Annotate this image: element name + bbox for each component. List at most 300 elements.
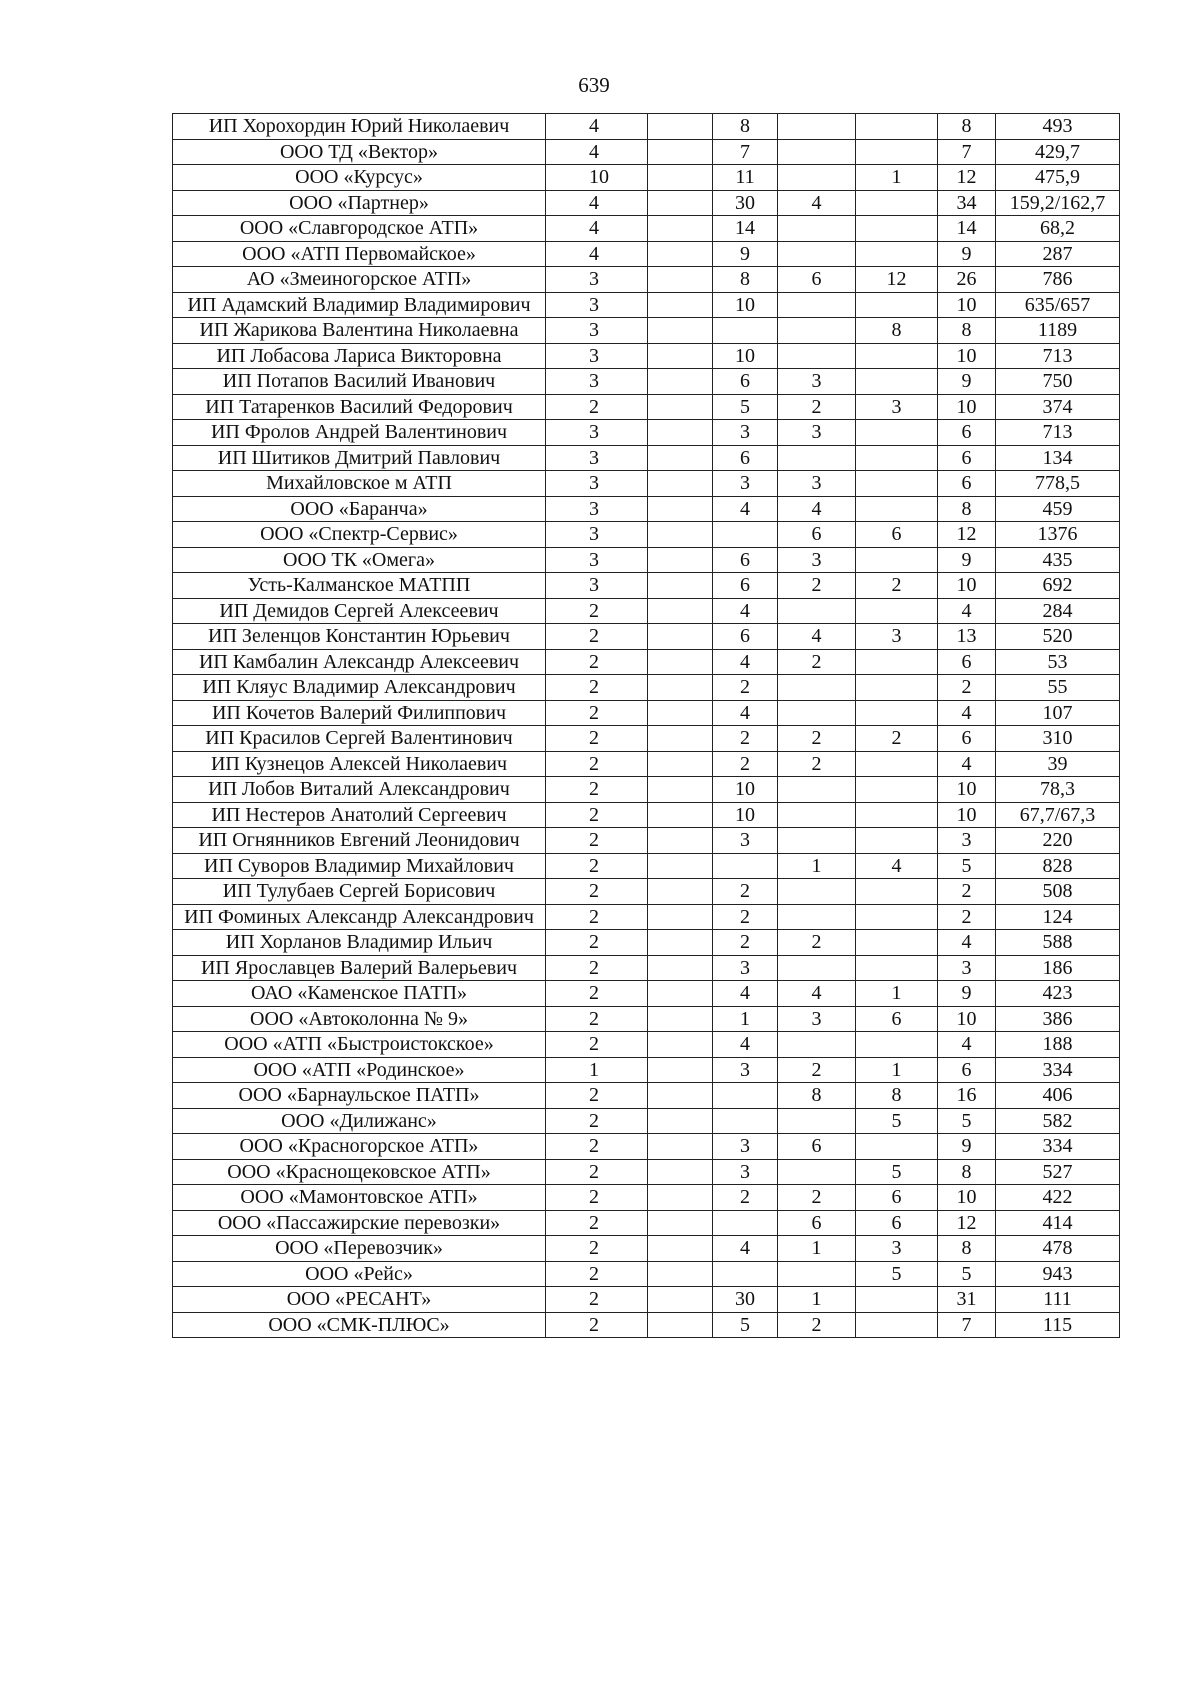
value-cell: [648, 1083, 713, 1109]
value-cell: 12: [938, 165, 996, 191]
organization-name-cell: Михайловское м АТП: [173, 471, 546, 497]
value-cell: 9: [713, 241, 778, 267]
organization-name-cell: ООО «АТП «Быстроистокское»: [173, 1032, 546, 1058]
table-row: [173, 547, 1120, 573]
value-cell: 635/657: [996, 292, 1120, 318]
value-cell: 4: [778, 496, 856, 522]
value-cell: 8: [938, 496, 996, 522]
value-cell: 1: [546, 1057, 648, 1083]
value-cell: [856, 139, 938, 165]
value-cell: [648, 114, 713, 140]
value-cell: 3: [546, 445, 648, 471]
value-cell: 3: [546, 547, 648, 573]
organization-name-cell: ИП Красилов Сергей Валентинович: [173, 726, 546, 752]
value-cell: [778, 879, 856, 905]
value-cell: 2: [778, 751, 856, 777]
value-cell: [856, 598, 938, 624]
table-row: [173, 1108, 1120, 1134]
value-cell: 16: [938, 1083, 996, 1109]
value-cell: 4: [546, 190, 648, 216]
organization-name-cell: ИП Потапов Василий Иванович: [173, 369, 546, 395]
value-cell: 68,2: [996, 216, 1120, 242]
value-cell: 6: [778, 267, 856, 293]
value-cell: 10: [938, 394, 996, 420]
table-row: [173, 853, 1120, 879]
value-cell: 115: [996, 1312, 1120, 1338]
value-cell: [648, 1006, 713, 1032]
value-cell: [856, 292, 938, 318]
table-row: [173, 190, 1120, 216]
value-cell: 67,7/67,3: [996, 802, 1120, 828]
value-cell: 11: [713, 165, 778, 191]
value-cell: 4: [713, 649, 778, 675]
value-cell: [778, 139, 856, 165]
table-row: [173, 139, 1120, 165]
value-cell: 2: [778, 930, 856, 956]
organization-name-cell: ООО «Курсус»: [173, 165, 546, 191]
value-cell: [856, 955, 938, 981]
table-row: [173, 394, 1120, 420]
value-cell: 4: [546, 241, 648, 267]
table-row: [173, 649, 1120, 675]
value-cell: 3: [778, 1006, 856, 1032]
value-cell: 2: [778, 573, 856, 599]
value-cell: 6: [713, 369, 778, 395]
value-cell: 39: [996, 751, 1120, 777]
value-cell: [713, 1210, 778, 1236]
value-cell: [648, 165, 713, 191]
value-cell: 4: [938, 930, 996, 956]
table-row: [173, 1134, 1120, 1160]
value-cell: [648, 955, 713, 981]
value-cell: 5: [938, 1108, 996, 1134]
value-cell: 26: [938, 267, 996, 293]
value-cell: 3: [713, 955, 778, 981]
organization-name-cell: ООО «Славгородское АТП»: [173, 216, 546, 242]
value-cell: 10: [938, 573, 996, 599]
value-cell: [856, 496, 938, 522]
value-cell: [648, 1236, 713, 1262]
value-cell: 386: [996, 1006, 1120, 1032]
value-cell: 10: [713, 292, 778, 318]
value-cell: 10: [938, 343, 996, 369]
value-cell: 6: [856, 522, 938, 548]
organization-name-cell: ООО «Красногорское АТП»: [173, 1134, 546, 1160]
value-cell: 6: [938, 445, 996, 471]
value-cell: 2: [546, 853, 648, 879]
value-cell: 713: [996, 343, 1120, 369]
value-cell: 9: [938, 1134, 996, 1160]
value-cell: 6: [713, 573, 778, 599]
value-cell: 2: [713, 930, 778, 956]
organization-name-cell: ИП Адамский Владимир Владимирович: [173, 292, 546, 318]
table-row: [173, 165, 1120, 191]
table-row: [173, 1287, 1120, 1313]
value-cell: 3: [856, 1236, 938, 1262]
value-cell: 2: [938, 675, 996, 701]
value-cell: [713, 1083, 778, 1109]
value-cell: 1: [713, 1006, 778, 1032]
value-cell: 3: [713, 420, 778, 446]
organization-name-cell: ИП Жарикова Валентина Николаевна: [173, 318, 546, 344]
organization-name-cell: ООО «Мамонтовское АТП»: [173, 1185, 546, 1211]
value-cell: 3: [938, 828, 996, 854]
value-cell: [648, 241, 713, 267]
value-cell: 3: [546, 420, 648, 446]
value-cell: 124: [996, 904, 1120, 930]
value-cell: [648, 1287, 713, 1313]
organization-name-cell: ИП Нестеров Анатолий Сергеевич: [173, 802, 546, 828]
value-cell: 2: [778, 1312, 856, 1338]
value-cell: 4: [778, 190, 856, 216]
value-cell: 6: [778, 1210, 856, 1236]
value-cell: 6: [856, 1185, 938, 1211]
value-cell: [713, 853, 778, 879]
value-cell: 8: [856, 1083, 938, 1109]
value-cell: 3: [856, 624, 938, 650]
value-cell: [856, 751, 938, 777]
value-cell: 8: [713, 267, 778, 293]
table-row: [173, 1185, 1120, 1211]
value-cell: 778,5: [996, 471, 1120, 497]
value-cell: [713, 522, 778, 548]
value-cell: 2: [546, 1312, 648, 1338]
value-cell: [856, 216, 938, 242]
table-row: [173, 981, 1120, 1007]
table-row: [173, 496, 1120, 522]
value-cell: 429,7: [996, 139, 1120, 165]
value-cell: 2: [856, 726, 938, 752]
value-cell: 713: [996, 420, 1120, 446]
value-cell: 2: [546, 1134, 648, 1160]
value-cell: [778, 1032, 856, 1058]
value-cell: 3: [546, 292, 648, 318]
value-cell: 5: [938, 853, 996, 879]
organization-name-cell: ИП Кузнецов Алексей Николаевич: [173, 751, 546, 777]
value-cell: 3: [778, 369, 856, 395]
value-cell: 2: [546, 1287, 648, 1313]
value-cell: [648, 267, 713, 293]
value-cell: [648, 394, 713, 420]
value-cell: [648, 471, 713, 497]
organization-name-cell: ООО «Баранча»: [173, 496, 546, 522]
organization-name-cell: ИП Тулубаев Сергей Борисович: [173, 879, 546, 905]
value-cell: [648, 853, 713, 879]
value-cell: 7: [938, 1312, 996, 1338]
organization-name-cell: ИП Лобасова Лариса Викторовна: [173, 343, 546, 369]
organization-name-cell: ИП Ярославцев Валерий Валерьевич: [173, 955, 546, 981]
organization-name-cell: ИП Зеленцов Константин Юрьевич: [173, 624, 546, 650]
value-cell: [648, 726, 713, 752]
value-cell: 8: [713, 114, 778, 140]
page-number: 639: [578, 73, 610, 97]
value-cell: 4: [713, 1236, 778, 1262]
value-cell: 692: [996, 573, 1120, 599]
value-cell: [648, 879, 713, 905]
value-cell: 4: [713, 700, 778, 726]
value-cell: 1: [778, 853, 856, 879]
value-cell: [648, 522, 713, 548]
value-cell: [856, 114, 938, 140]
value-cell: 2: [546, 930, 648, 956]
value-cell: 12: [938, 522, 996, 548]
table-row: [173, 1057, 1120, 1083]
value-cell: [778, 318, 856, 344]
value-cell: 2: [778, 649, 856, 675]
value-cell: 3: [546, 522, 648, 548]
value-cell: 2: [546, 1236, 648, 1262]
value-cell: 6: [938, 649, 996, 675]
value-cell: [648, 496, 713, 522]
organization-name-cell: ИП Суворов Владимир Михайлович: [173, 853, 546, 879]
value-cell: 10: [938, 777, 996, 803]
value-cell: 414: [996, 1210, 1120, 1236]
table-row: [173, 879, 1120, 905]
value-cell: 14: [938, 216, 996, 242]
value-cell: 2: [546, 751, 648, 777]
value-cell: [778, 445, 856, 471]
table-row: [173, 114, 1120, 140]
value-cell: 10: [938, 1006, 996, 1032]
value-cell: [648, 1261, 713, 1287]
value-cell: [648, 369, 713, 395]
value-cell: 493: [996, 114, 1120, 140]
value-cell: 1: [856, 981, 938, 1007]
value-cell: 2: [546, 700, 648, 726]
value-cell: 10: [713, 802, 778, 828]
value-cell: 3: [546, 267, 648, 293]
table-row: [173, 471, 1120, 497]
value-cell: 12: [938, 1210, 996, 1236]
organization-name-cell: ИП Камбалин Александр Алексеевич: [173, 649, 546, 675]
value-cell: 31: [938, 1287, 996, 1313]
organization-name-cell: ООО «Дилижанс»: [173, 1108, 546, 1134]
value-cell: 2: [546, 598, 648, 624]
value-cell: [856, 777, 938, 803]
value-cell: 6: [938, 726, 996, 752]
value-cell: 4: [546, 216, 648, 242]
value-cell: 6: [778, 522, 856, 548]
table-row: [173, 1312, 1120, 1338]
value-cell: [856, 445, 938, 471]
value-cell: 287: [996, 241, 1120, 267]
table-row: [173, 1006, 1120, 1032]
organization-name-cell: ООО «Партнер»: [173, 190, 546, 216]
value-cell: 828: [996, 853, 1120, 879]
value-cell: 3: [546, 369, 648, 395]
value-cell: 2: [546, 394, 648, 420]
value-cell: [648, 624, 713, 650]
organization-name-cell: ООО «Автоколонна № 9»: [173, 1006, 546, 1032]
value-cell: 4: [778, 624, 856, 650]
value-cell: 9: [938, 369, 996, 395]
table-row: [173, 216, 1120, 242]
value-cell: [856, 1312, 938, 1338]
value-cell: [856, 471, 938, 497]
table-row: [173, 420, 1120, 446]
value-cell: [648, 802, 713, 828]
value-cell: 508: [996, 879, 1120, 905]
value-cell: 14: [713, 216, 778, 242]
organization-name-cell: ИП Шитиков Дмитрий Павлович: [173, 445, 546, 471]
value-cell: [856, 1032, 938, 1058]
table-row: [173, 828, 1120, 854]
value-cell: 10: [938, 1185, 996, 1211]
table-row: [173, 1083, 1120, 1109]
value-cell: 3: [713, 471, 778, 497]
value-cell: [778, 828, 856, 854]
value-cell: 4: [546, 139, 648, 165]
value-cell: 107: [996, 700, 1120, 726]
value-cell: [648, 828, 713, 854]
value-cell: 2: [778, 1057, 856, 1083]
value-cell: [856, 649, 938, 675]
value-cell: 8: [938, 318, 996, 344]
organization-name-cell: ИП Хорохордин Юрий Николаевич: [173, 114, 546, 140]
value-cell: 435: [996, 547, 1120, 573]
value-cell: [778, 1159, 856, 1185]
value-cell: 4: [713, 981, 778, 1007]
value-cell: 10: [938, 292, 996, 318]
table-row: [173, 1236, 1120, 1262]
value-cell: 4: [713, 598, 778, 624]
value-cell: 10: [938, 802, 996, 828]
organization-name-cell: ООО «СМК-ПЛЮС»: [173, 1312, 546, 1338]
value-cell: 406: [996, 1083, 1120, 1109]
value-cell: 2: [546, 1261, 648, 1287]
table-row: [173, 1032, 1120, 1058]
value-cell: 310: [996, 726, 1120, 752]
organization-name-cell: ООО «Рейс»: [173, 1261, 546, 1287]
table-row: [173, 598, 1120, 624]
value-cell: 8: [856, 318, 938, 344]
value-cell: 2: [546, 802, 648, 828]
table-row: [173, 241, 1120, 267]
value-cell: 3: [546, 318, 648, 344]
value-cell: 422: [996, 1185, 1120, 1211]
value-cell: [856, 369, 938, 395]
value-cell: 334: [996, 1057, 1120, 1083]
organization-name-cell: ООО «Барнаульское ПАТП»: [173, 1083, 546, 1109]
value-cell: [778, 598, 856, 624]
value-cell: [648, 649, 713, 675]
value-cell: [778, 114, 856, 140]
value-cell: 6: [938, 471, 996, 497]
value-cell: 786: [996, 267, 1120, 293]
value-cell: [778, 955, 856, 981]
value-cell: 186: [996, 955, 1120, 981]
value-cell: [648, 1159, 713, 1185]
value-cell: 3: [546, 573, 648, 599]
value-cell: [856, 802, 938, 828]
value-cell: [648, 1134, 713, 1160]
value-cell: 9: [938, 981, 996, 1007]
value-cell: 8: [778, 1083, 856, 1109]
value-cell: 2: [546, 955, 648, 981]
value-cell: 1: [778, 1287, 856, 1313]
value-cell: [648, 139, 713, 165]
value-cell: 30: [713, 190, 778, 216]
value-cell: 2: [778, 1185, 856, 1211]
value-cell: 10: [713, 777, 778, 803]
value-cell: 520: [996, 624, 1120, 650]
value-cell: [648, 547, 713, 573]
value-cell: 2: [546, 1108, 648, 1134]
value-cell: [648, 904, 713, 930]
value-cell: 6: [778, 1134, 856, 1160]
organization-name-cell: ООО ТК «Омега»: [173, 547, 546, 573]
table-row: [173, 904, 1120, 930]
value-cell: 3: [546, 496, 648, 522]
organization-name-cell: ИП Кляус Владимир Александрович: [173, 675, 546, 701]
organization-name-cell: ИП Фролов Андрей Валентинович: [173, 420, 546, 446]
value-cell: 2: [546, 675, 648, 701]
value-cell: [648, 1032, 713, 1058]
organization-name-cell: АО «Змеиногорское АТП»: [173, 267, 546, 293]
value-cell: 2: [546, 981, 648, 1007]
value-cell: 7: [938, 139, 996, 165]
value-cell: 478: [996, 1236, 1120, 1262]
value-cell: 3: [856, 394, 938, 420]
value-cell: 2: [546, 1083, 648, 1109]
value-cell: 5: [713, 394, 778, 420]
value-cell: [778, 1108, 856, 1134]
table-row: [173, 522, 1120, 548]
value-cell: [648, 1185, 713, 1211]
value-cell: 30: [713, 1287, 778, 1313]
value-cell: [856, 420, 938, 446]
table-row: [173, 573, 1120, 599]
value-cell: 4: [856, 853, 938, 879]
value-cell: 5: [713, 1312, 778, 1338]
value-cell: 7: [713, 139, 778, 165]
table-row: [173, 267, 1120, 293]
value-cell: [648, 675, 713, 701]
value-cell: 334: [996, 1134, 1120, 1160]
value-cell: 2: [546, 649, 648, 675]
value-cell: 2: [546, 1159, 648, 1185]
value-cell: [778, 292, 856, 318]
value-cell: [856, 1287, 938, 1313]
table-row: [173, 1210, 1120, 1236]
value-cell: [648, 700, 713, 726]
table-row: [173, 445, 1120, 471]
value-cell: 3: [713, 1057, 778, 1083]
value-cell: 53: [996, 649, 1120, 675]
value-cell: 6: [713, 624, 778, 650]
table-row: [173, 318, 1120, 344]
table-row: [173, 802, 1120, 828]
value-cell: 9: [938, 241, 996, 267]
value-cell: 4: [938, 700, 996, 726]
value-cell: 8: [938, 1159, 996, 1185]
value-cell: [648, 318, 713, 344]
value-cell: 2: [713, 1185, 778, 1211]
value-cell: 6: [856, 1210, 938, 1236]
value-cell: [648, 598, 713, 624]
value-cell: 374: [996, 394, 1120, 420]
value-cell: [778, 700, 856, 726]
value-cell: 4: [938, 1032, 996, 1058]
value-cell: [856, 879, 938, 905]
value-cell: [856, 547, 938, 573]
value-cell: 2: [546, 828, 648, 854]
value-cell: [648, 1057, 713, 1083]
value-cell: 2: [713, 904, 778, 930]
value-cell: [713, 1261, 778, 1287]
value-cell: 2: [713, 879, 778, 905]
organization-name-cell: ООО «Перевозчик»: [173, 1236, 546, 1262]
